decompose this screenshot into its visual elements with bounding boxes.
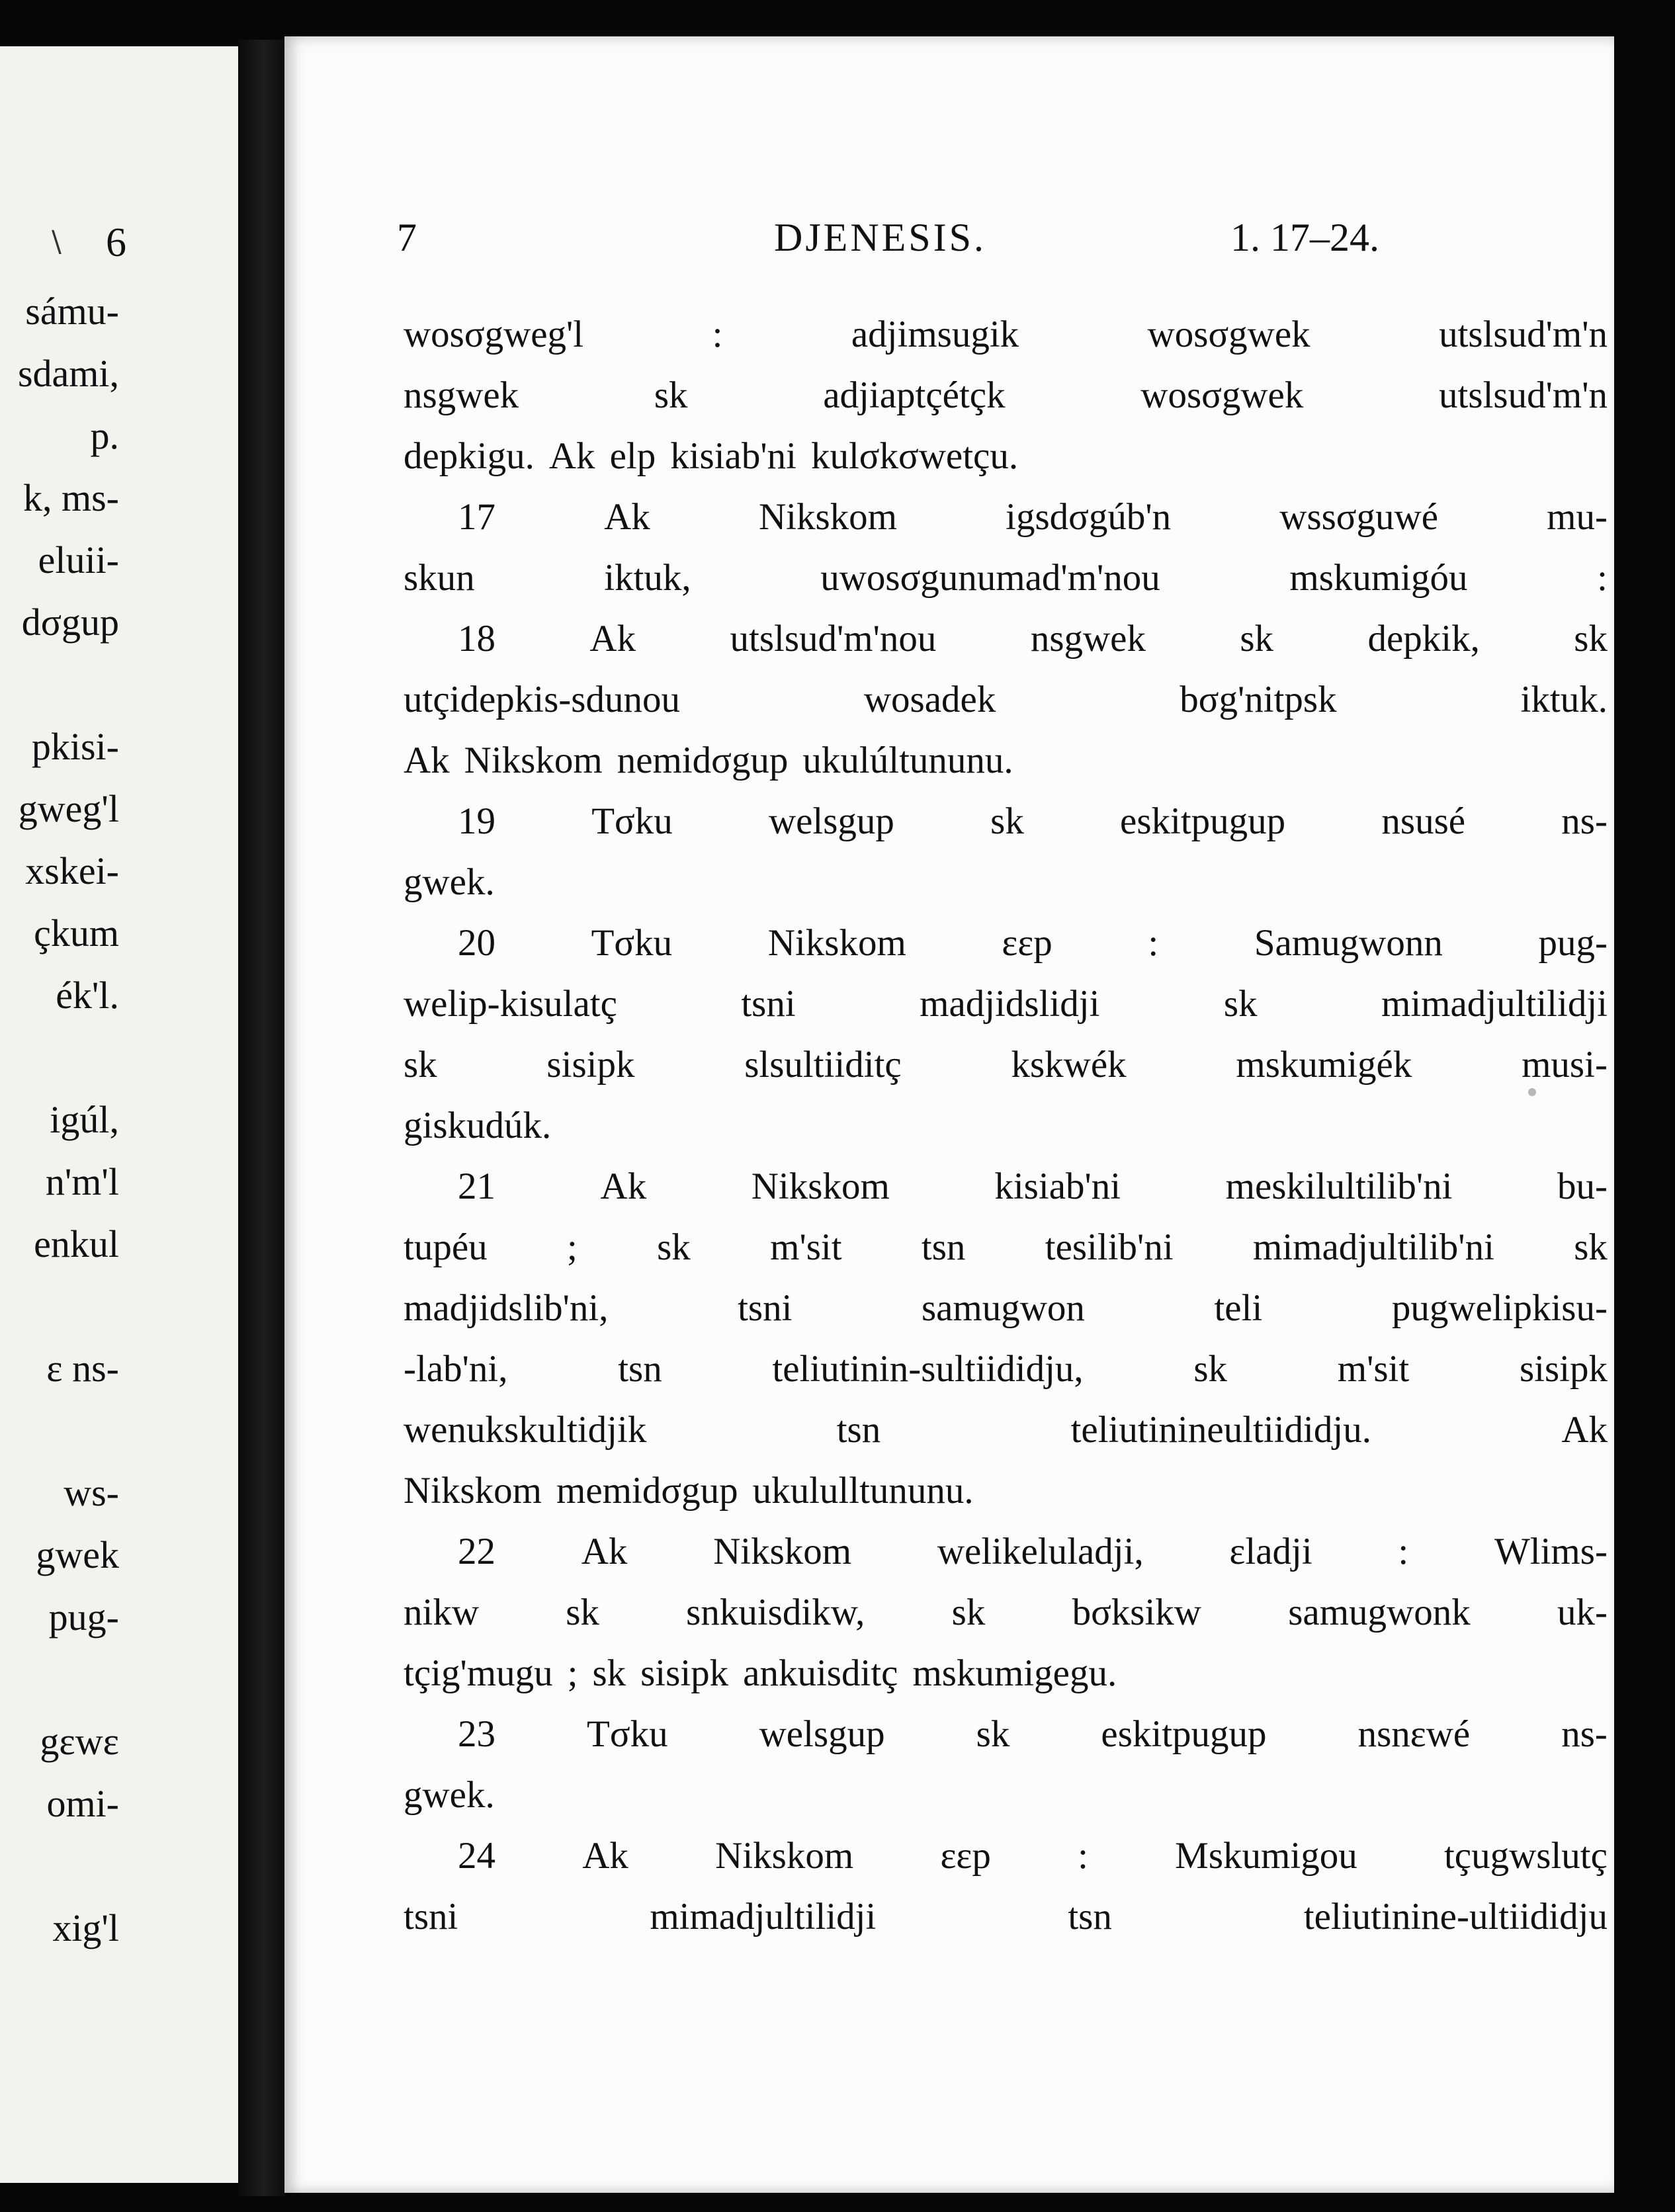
- word: Ak: [404, 740, 450, 781]
- chapter-reference: 1. 17–24.: [1230, 216, 1379, 259]
- word: iktuk.: [1520, 679, 1608, 720]
- word: Samugwonn: [1254, 922, 1443, 964]
- left-page-line: enkul: [34, 1222, 119, 1265]
- word: 20: [458, 922, 495, 964]
- word: Ak: [1561, 1409, 1608, 1451]
- word: gwek.: [404, 861, 495, 903]
- word: teliutinine-ultiididju: [1303, 1896, 1608, 1937]
- text-line: [404, 678, 1608, 739]
- word: sk: [566, 1592, 599, 1633]
- left-page-line: omi-: [46, 1782, 119, 1825]
- word: tçig'mugu: [404, 1652, 553, 1694]
- word: teliutinineultiididju.: [1070, 1409, 1371, 1451]
- word: wssσguwé: [1279, 496, 1438, 538]
- word: pug-: [1538, 922, 1608, 964]
- word: uk-: [1557, 1592, 1608, 1633]
- left-page-line: pug-: [48, 1595, 119, 1638]
- left-page-line: k, ms-: [23, 476, 119, 519]
- word: εεp: [940, 1835, 991, 1877]
- word: wosadek: [863, 679, 996, 720]
- word: :: [1398, 1531, 1409, 1572]
- word: uwosσgunumad'm'nou: [820, 557, 1160, 599]
- word: tçugwslutç: [1443, 1835, 1608, 1877]
- page-body: [404, 313, 1608, 1956]
- word: madjidslidji: [920, 983, 1100, 1025]
- word: ns-: [1561, 800, 1608, 842]
- word: sk: [1574, 1226, 1608, 1268]
- text-line: [404, 1165, 1608, 1226]
- text-line: [404, 617, 1608, 678]
- word: wosσgwek: [1147, 314, 1310, 355]
- word: sisipk: [640, 1652, 729, 1694]
- word: sk: [1240, 618, 1274, 659]
- word: ;: [566, 1226, 578, 1268]
- text-line: [404, 374, 1608, 435]
- text-line: [404, 1408, 1608, 1469]
- left-page-number: 6: [106, 220, 126, 265]
- word: Mskumigou: [1175, 1835, 1357, 1877]
- word: tesilib'ni: [1045, 1226, 1174, 1268]
- book-page: [284, 36, 1614, 2193]
- word: m'sit: [1337, 1348, 1410, 1390]
- word: wenukskultidjik: [404, 1409, 647, 1451]
- word: sk: [976, 1713, 1010, 1755]
- word: nemidσgup: [617, 740, 789, 781]
- word: iktuk,: [604, 557, 691, 599]
- left-page-line: gεwε: [40, 1720, 119, 1763]
- text-line: [404, 1773, 1608, 1834]
- left-page-line: çkum: [34, 912, 119, 955]
- word: Tσku: [587, 1713, 668, 1755]
- word: memidσgup: [556, 1470, 738, 1511]
- word: m'sit: [770, 1226, 842, 1268]
- left-page-line: ék'l.: [56, 974, 119, 1017]
- word: 22: [458, 1531, 495, 1572]
- word: mimadjultilidji: [650, 1896, 877, 1937]
- text-line: [404, 495, 1608, 556]
- page-number: 7: [397, 216, 417, 259]
- word: adjiaptçétçk: [823, 374, 1006, 416]
- word: 19: [458, 800, 495, 842]
- word: ankuisditç: [743, 1652, 898, 1694]
- text-line: [404, 435, 1608, 495]
- book-gutter: [238, 40, 284, 2196]
- word: mimadjultilidji: [1381, 983, 1608, 1025]
- word: pugwelipkisu-: [1391, 1287, 1608, 1329]
- text-line: [404, 1226, 1608, 1287]
- word: Nikskom: [767, 922, 906, 964]
- word: meskilultilib'ni: [1225, 1166, 1453, 1207]
- word: igsdσgúb'n: [1006, 496, 1172, 538]
- word: sk: [1574, 618, 1608, 659]
- word: 18: [458, 618, 495, 659]
- word: mimadjultilib'ni: [1252, 1226, 1494, 1268]
- word: kisiab'ni: [994, 1166, 1121, 1207]
- word: tsni: [741, 983, 796, 1025]
- word: mskumigék: [1236, 1044, 1412, 1085]
- word: gwek.: [404, 1774, 495, 1816]
- left-page-line: xig'l: [52, 1906, 119, 1949]
- text-line: [404, 1895, 1608, 1956]
- text-line: [404, 739, 1608, 800]
- word: ukulúltununu.: [802, 740, 1013, 781]
- word: elp: [609, 435, 656, 477]
- text-line: [404, 313, 1608, 374]
- left-page-line: eluii-: [38, 538, 119, 581]
- word: slsultiiditç: [744, 1044, 902, 1085]
- word: sk: [1193, 1348, 1228, 1390]
- word: -lab'ni,: [404, 1348, 508, 1390]
- text-line: [404, 1469, 1608, 1530]
- word: Ak: [600, 1166, 647, 1207]
- word: bσksikw: [1072, 1592, 1201, 1633]
- word: utslsud'm'n: [1439, 374, 1608, 416]
- word: ;: [567, 1652, 578, 1694]
- word: sk: [990, 800, 1024, 842]
- left-page-line: gweg'l: [18, 787, 119, 830]
- left-page-line: dσgup: [21, 601, 119, 644]
- word: samugwon: [921, 1287, 1085, 1329]
- word: tsn: [1068, 1896, 1112, 1937]
- word: bu-: [1557, 1166, 1608, 1207]
- left-page-line: pkisi-: [31, 725, 119, 768]
- word: mskumigóu: [1289, 557, 1468, 599]
- word: teliutinin-sultiididju,: [772, 1348, 1084, 1390]
- left-page-line: gwek: [36, 1533, 119, 1576]
- word: Nikskom: [758, 496, 897, 538]
- word: utçidepkis-sdunou: [404, 679, 680, 720]
- text-line: [404, 1652, 1608, 1713]
- word: adjimsugik: [851, 314, 1019, 355]
- word: kisiab'ni: [670, 435, 796, 477]
- word: mskumigegu.: [912, 1652, 1117, 1694]
- word: madjidslib'ni,: [404, 1287, 609, 1329]
- word: giskudúk.: [404, 1105, 552, 1146]
- text-line: [404, 1591, 1608, 1652]
- word: depkigu.: [404, 435, 535, 477]
- word: :: [1078, 1835, 1088, 1877]
- text-line: [404, 921, 1608, 982]
- word: Ak: [548, 435, 595, 477]
- text-line: [404, 556, 1608, 617]
- word: eskitpugup: [1120, 800, 1286, 842]
- word: εεp: [1002, 922, 1052, 964]
- word: 24: [458, 1835, 495, 1877]
- word: Wlims-: [1494, 1531, 1608, 1572]
- word: musi-: [1522, 1044, 1608, 1085]
- word: samugwonk: [1288, 1592, 1471, 1633]
- word: bσg'nitpsk: [1180, 679, 1337, 720]
- word: :: [712, 314, 723, 355]
- word: mu-: [1547, 496, 1608, 538]
- word: Ak: [582, 1835, 628, 1877]
- running-title: DJENESIS.: [774, 216, 987, 259]
- text-line: [404, 1104, 1608, 1165]
- word: :: [1597, 557, 1608, 599]
- text-line: [404, 1834, 1608, 1895]
- word: 17: [458, 496, 495, 538]
- text-line: [404, 1043, 1608, 1104]
- word: Nikskom: [404, 1470, 542, 1511]
- text-line: [404, 861, 1608, 921]
- left-page-line: sdami,: [17, 352, 119, 395]
- text-line: [404, 1347, 1608, 1408]
- page-header: [284, 215, 1614, 268]
- word: :: [1148, 922, 1159, 964]
- word: wosσgwek: [1140, 374, 1304, 416]
- word: Tσku: [591, 922, 673, 964]
- left-page-line: sámu-: [25, 290, 119, 333]
- left-page-mark: \: [52, 225, 62, 259]
- word: welsgup: [759, 1713, 885, 1755]
- word: nikw: [404, 1592, 479, 1633]
- word: tsni: [404, 1896, 458, 1937]
- word: 23: [458, 1713, 495, 1755]
- word: welsgup: [768, 800, 894, 842]
- word: ukululltununu.: [752, 1470, 974, 1511]
- word: Nikskom: [713, 1531, 852, 1572]
- left-page-line: n'm'l: [45, 1160, 119, 1203]
- word: sk: [657, 1226, 691, 1268]
- word: kskwék: [1011, 1044, 1127, 1085]
- word: Tσku: [591, 800, 673, 842]
- previous-page: [0, 46, 238, 2183]
- word: nsnεwé: [1357, 1713, 1471, 1755]
- word: tupéu: [404, 1226, 488, 1268]
- word: sk: [654, 374, 688, 416]
- left-page-line: ws-: [64, 1471, 119, 1514]
- word: nsusé: [1381, 800, 1466, 842]
- word: skun: [404, 557, 475, 599]
- text-line: [404, 982, 1608, 1043]
- word: welip-kisulatç: [404, 983, 617, 1025]
- left-page-line: ε ns-: [46, 1347, 119, 1390]
- word: utslsud'm'nou: [730, 618, 937, 659]
- word: tsn: [921, 1226, 966, 1268]
- word: Nikskom: [464, 740, 603, 781]
- word: ns-: [1561, 1713, 1608, 1755]
- word: sk: [951, 1592, 986, 1633]
- word: sk: [404, 1044, 437, 1085]
- word: sisipk: [1519, 1348, 1608, 1390]
- word: sk: [592, 1652, 626, 1694]
- word: depkik,: [1367, 618, 1480, 659]
- word: nsgwek: [1030, 618, 1146, 659]
- word: Nikskom: [715, 1835, 854, 1877]
- text-line: [404, 800, 1608, 861]
- word: snkuisdikw,: [686, 1592, 865, 1633]
- word: sisipk: [546, 1044, 635, 1085]
- left-page-line: xskei-: [25, 849, 119, 892]
- word: welikeluladji,: [937, 1531, 1144, 1572]
- word: kulσkσwetçu.: [810, 435, 1019, 477]
- text-line: [404, 1713, 1608, 1773]
- word: Ak: [604, 496, 650, 538]
- word: Ak: [581, 1531, 628, 1572]
- ink-blot: [1528, 1088, 1536, 1096]
- word: tsn: [618, 1348, 662, 1390]
- word: 21: [458, 1166, 495, 1207]
- word: nsgwek: [404, 374, 519, 416]
- word: tsn: [836, 1409, 881, 1451]
- word: Nikskom: [751, 1166, 890, 1207]
- word: wosσgweg'l: [404, 314, 584, 355]
- left-page-line: p.: [90, 414, 119, 457]
- word: utslsud'm'n: [1439, 314, 1608, 355]
- text-line: [404, 1287, 1608, 1347]
- word: eskitpugup: [1101, 1713, 1267, 1755]
- text-line: [404, 1530, 1608, 1591]
- word: tsni: [738, 1287, 793, 1329]
- word: teli: [1214, 1287, 1263, 1329]
- word: Ak: [589, 618, 636, 659]
- left-page-line: igúl,: [50, 1098, 119, 1141]
- word: sk: [1223, 983, 1258, 1025]
- word: εladji: [1229, 1531, 1312, 1572]
